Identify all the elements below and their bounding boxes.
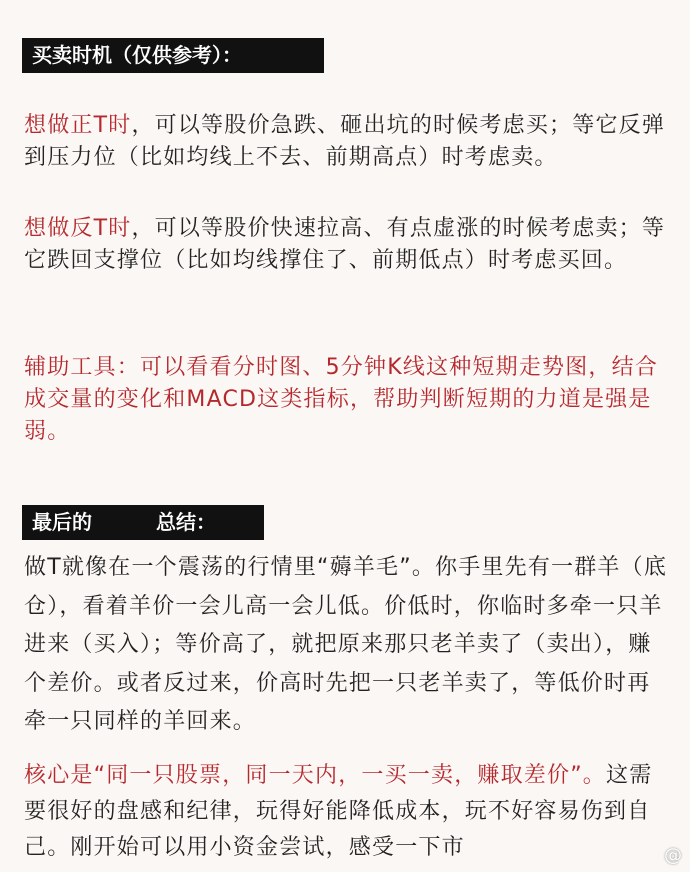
heading-prefix: 最后的 xyxy=(32,510,92,534)
zheng-t-label: 想做正T时 xyxy=(24,113,132,138)
paragraph-tools: 辅助工具：可以看看分时图、5分钟K线这种短期走势图，结合成交量的变化和MACD这类指标，帮助判断短期的力道是强是弱。 xyxy=(24,355,659,444)
fan-t-label: 想做反T时 xyxy=(24,216,132,241)
redaction-mask xyxy=(92,516,156,532)
core-text: 这需要很好的盘感和纪律，玩得好能降低成本，玩不好容易伤到自己。刚开始可以用小资金尝试，感受一下市 xyxy=(24,763,653,860)
paragraph-zheng-t xyxy=(24,110,672,174)
zheng-t-text: ，可以等股价急跌、砸出坑的时候考虑买；等它反弹到压力位（比如均线上不去、前期高点）时考虑卖。 xyxy=(24,113,666,170)
heading-suffix: 总结： xyxy=(156,510,216,534)
watermark: @ xyxy=(664,845,682,866)
paragraph-analogy: 做T就像在一个震荡的行情里“薅羊毛”。你手里先有一群羊（底仓），看着羊价一会儿高一会儿低。价低时，你临时多牵一只羊进来（买入）；等价高了，就把原来那只老羊卖了（卖出），赚个差价。或者反过来，价高时先把一只老羊卖了，等低价时再牵一只同样的羊回来。 xyxy=(24,555,668,734)
paragraph-fan-t xyxy=(24,213,672,277)
section-heading-timing xyxy=(22,38,324,73)
fan-t-text: ，可以等股价快速拉高、有点虚涨的时候考虑卖；等它跌回支撑位（比如均线撑住了、前期低点）时考虑买回。 xyxy=(24,216,666,273)
core-label: 核心是“同一只股票，同一天内，一买一卖，赚取差价”。 xyxy=(24,763,606,788)
section-heading-summary xyxy=(22,505,264,540)
heading-text: 买卖时机（仅供参考）： xyxy=(32,43,242,67)
paragraph-core xyxy=(24,758,672,866)
